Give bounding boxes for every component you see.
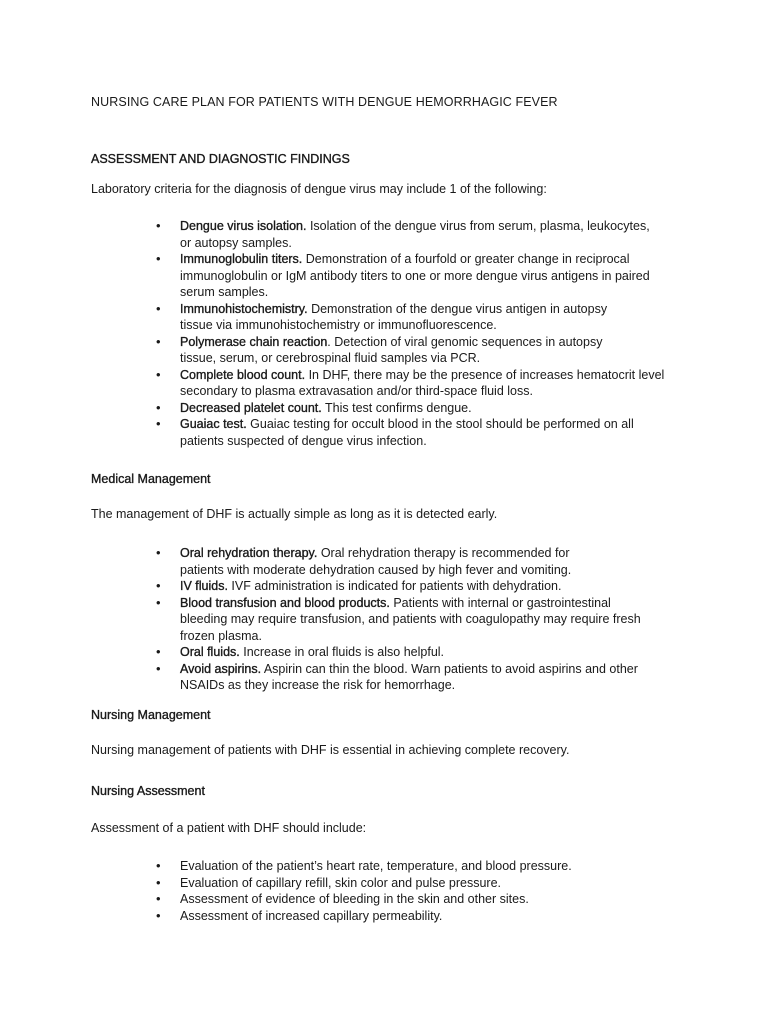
item-term: Complete blood count.	[180, 367, 306, 382]
item-term: Dengue virus isolation.	[180, 219, 307, 233]
item-term: Oral fluids.	[180, 645, 240, 659]
nursing-management-heading: Nursing Management	[91, 708, 211, 722]
item-text: Aspirin can thin the blood. Warn patients to avoid aspirins and other NSAIDs as they increase the risk for hemorrhage.	[180, 661, 638, 692]
item-text: IVF administration is indicated for patients with dehydration.	[227, 579, 562, 593]
list-item	[180, 367, 680, 400]
list-item: • Evaluation of capillary refill, skin color and pulse pressure.	[180, 875, 680, 892]
item-term: Blood transfusion and blood products.	[180, 595, 390, 610]
list-item	[180, 416, 640, 449]
list-item	[180, 251, 675, 301]
item-text: Guaiac testing for occult blood in the stool should be performed on all patients suspected of dengue virus infection.	[180, 417, 634, 448]
document-title: NURSING CARE PLAN FOR PATIENTS WITH DENGUE HEMORRHAGIC FEVER	[91, 95, 558, 109]
list-item	[180, 301, 620, 334]
item-term: Oral rehydration therapy.	[180, 546, 318, 560]
list-item	[180, 334, 640, 367]
medical-management-list	[180, 545, 680, 694]
item-term: Immunoglobulin titers.	[180, 252, 303, 266]
item-text: Patients with internal or gastrointestinal bleeding may require transfusion, and patients with coagulopathy may require fresh frozen plasma.	[180, 595, 641, 643]
list-item	[180, 545, 610, 578]
list-item: • Assessment of increased capillary permeability.	[180, 908, 680, 925]
item-term: Polymerase chain reaction	[180, 334, 328, 349]
list-item	[180, 400, 680, 417]
item-term: Decreased platelet count.	[180, 400, 322, 415]
nursing-assessment-intro: Assessment of a patient with DHF should include:	[91, 821, 367, 835]
medical-management-heading: Medical Management	[91, 472, 211, 486]
item-text: . Detection of viral genomic sequences in autopsy tissue, serum, or cerebrospinal fluid samples via PCR.	[180, 334, 603, 365]
list-item	[180, 661, 660, 694]
list-item	[180, 578, 680, 595]
item-text: This test confirms dengue.	[321, 400, 472, 415]
item-text: Isolation of the dengue virus from serum, plasma, leukocytes, or autopsy samples.	[180, 219, 650, 250]
list-item: • Evaluation of the patient’s heart rate, temperature, and blood pressure.	[180, 858, 680, 875]
item-text: Increase in oral fluids is also helpful.	[239, 645, 445, 659]
item-text: Demonstration of the dengue virus antigen in autopsy tissue via immunohistochemistry or immunofluorescence.	[180, 301, 608, 332]
item-term: Immunohistochemistry.	[180, 301, 308, 316]
item-text: Oral rehydration therapy is recommended for patients with moderate dehydration caused by high fever and vomiting.	[180, 546, 572, 577]
list-item	[180, 218, 660, 251]
item-term: IV fluids.	[180, 579, 228, 593]
medical-management-intro: The management of DHF is actually simple as long as it is detected early.	[91, 507, 498, 521]
diagnostic-findings-list	[180, 218, 680, 449]
list-item	[180, 644, 680, 661]
nursing-assessment-heading: Nursing Assessment	[91, 784, 205, 798]
item-text: Demonstration of a fourfold or greater change in reciprocal immunoglobulin or IgM antibody titers to one or more dengue virus antigens in paired serum samples.	[180, 252, 650, 299]
assessment-heading: ASSESSMENT AND DIAGNOSTIC FINDINGS	[91, 152, 350, 166]
assessment-intro: Laboratory criteria for the diagnosis of dengue virus may include 1 of the following:	[91, 182, 547, 196]
list-item: • Assessment of evidence of bleeding in the skin and other sites.	[180, 891, 680, 908]
list-item	[180, 595, 650, 645]
item-text: In DHF, there may be the presence of increases hematocrit level secondary to plasma extravasation and/or third-space fluid loss.	[180, 367, 665, 398]
nursing-assessment-list	[180, 858, 680, 924]
item-term: Avoid aspirins.	[180, 661, 262, 676]
nursing-management-intro: Nursing management of patients with DHF is essential in achieving complete recovery.	[91, 743, 570, 757]
item-term: Guaiac test.	[180, 417, 247, 431]
